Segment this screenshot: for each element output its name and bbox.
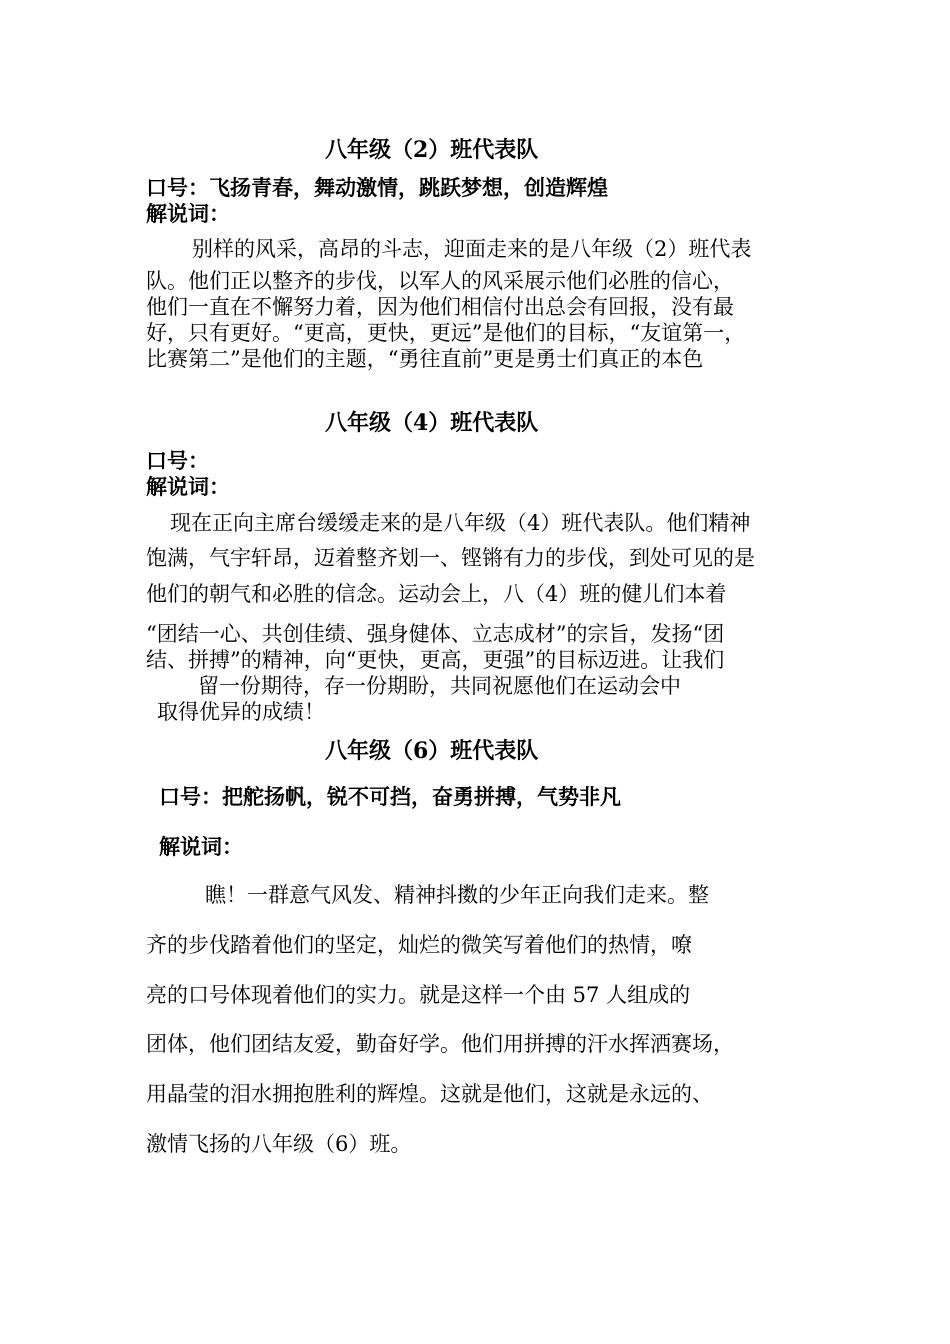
commentary-label: 解说词： — [146, 201, 230, 226]
commentary-line: 用晶莹的泪水拥抱胜利的辉煌。这就是他们，这就是永远的、 — [146, 1082, 713, 1106]
commentary-line: 别样的风采，高昂的斗志，迎面走来的是八年级（2）班代表 — [192, 237, 752, 261]
section-title: 八年级（4）班代表队 — [325, 410, 539, 436]
commentary-line: “团结一心、共创佳绩、强身健体、立志成材”的宗旨，发扬“团 — [146, 622, 725, 646]
commentary-label: 解说词： — [159, 834, 243, 859]
commentary-line: 激情飞扬的八年级（6）班。 — [146, 1132, 412, 1156]
commentary-line: 团体，他们团结友爱，勤奋好学。他们用拼搏的汗水挥洒赛场， — [146, 1032, 734, 1056]
section-title: 八年级（2）班代表队 — [325, 137, 539, 163]
commentary-line: 比赛第二”是他们的主题，“勇往直前”更是勇士们真正的本色 — [146, 347, 704, 371]
commentary-line: 亮的口号体现着他们的实力。就是这样一个由 57 人组成的 — [146, 983, 691, 1007]
commentary-line: 取得优异的成绩！ — [157, 700, 325, 724]
commentary-line: 他们的朝气和必胜的信念。运动会上，八（4）班的健儿们本着 — [146, 582, 727, 606]
commentary-line: 队。他们正以整齐的步伐，以军人的风采展示他们必胜的信心， — [146, 269, 734, 293]
slogan: 口号：把舵扬帆，锐不可挡，奋勇拼搏，气势非凡 — [159, 784, 621, 809]
slogan: 口号：飞扬青春，舞动激情，跳跃梦想，创造辉煌 — [146, 175, 608, 200]
commentary-line: 他们一直在不懈努力着，因为他们相信付出总会有回报，没有最 — [146, 295, 734, 319]
commentary-line: 瞧！一群意气风发、精神抖擞的少年正向我们走来。整 — [205, 883, 709, 907]
commentary-label: 解说词： — [146, 474, 230, 499]
commentary-line: 留一份期待，存一份期盼，共同祝愿他们在运动会中 — [198, 674, 681, 698]
section-title: 八年级（6）班代表队 — [325, 738, 539, 764]
commentary-line: 结、拼搏”的精神，向“更快，更高，更强”的目标迈进。让我们 — [146, 648, 725, 672]
commentary-line: 齐的步伐踏着他们的坚定，灿烂的微笑写着他们的热情，嘹 — [146, 933, 692, 957]
slogan: 口号： — [146, 448, 209, 473]
commentary-line: 现在正向主席台缓缓走来的是八年级（4）班代表队。他们精神 — [170, 511, 751, 535]
commentary-line: 饱满，气宇轩昂，迈着整齐划一、铿锵有力的步伐，到处可见的是 — [146, 546, 755, 570]
commentary-line: 好，只有更好。“更高，更快，更远”是他们的目标，“友谊第一， — [146, 321, 746, 345]
